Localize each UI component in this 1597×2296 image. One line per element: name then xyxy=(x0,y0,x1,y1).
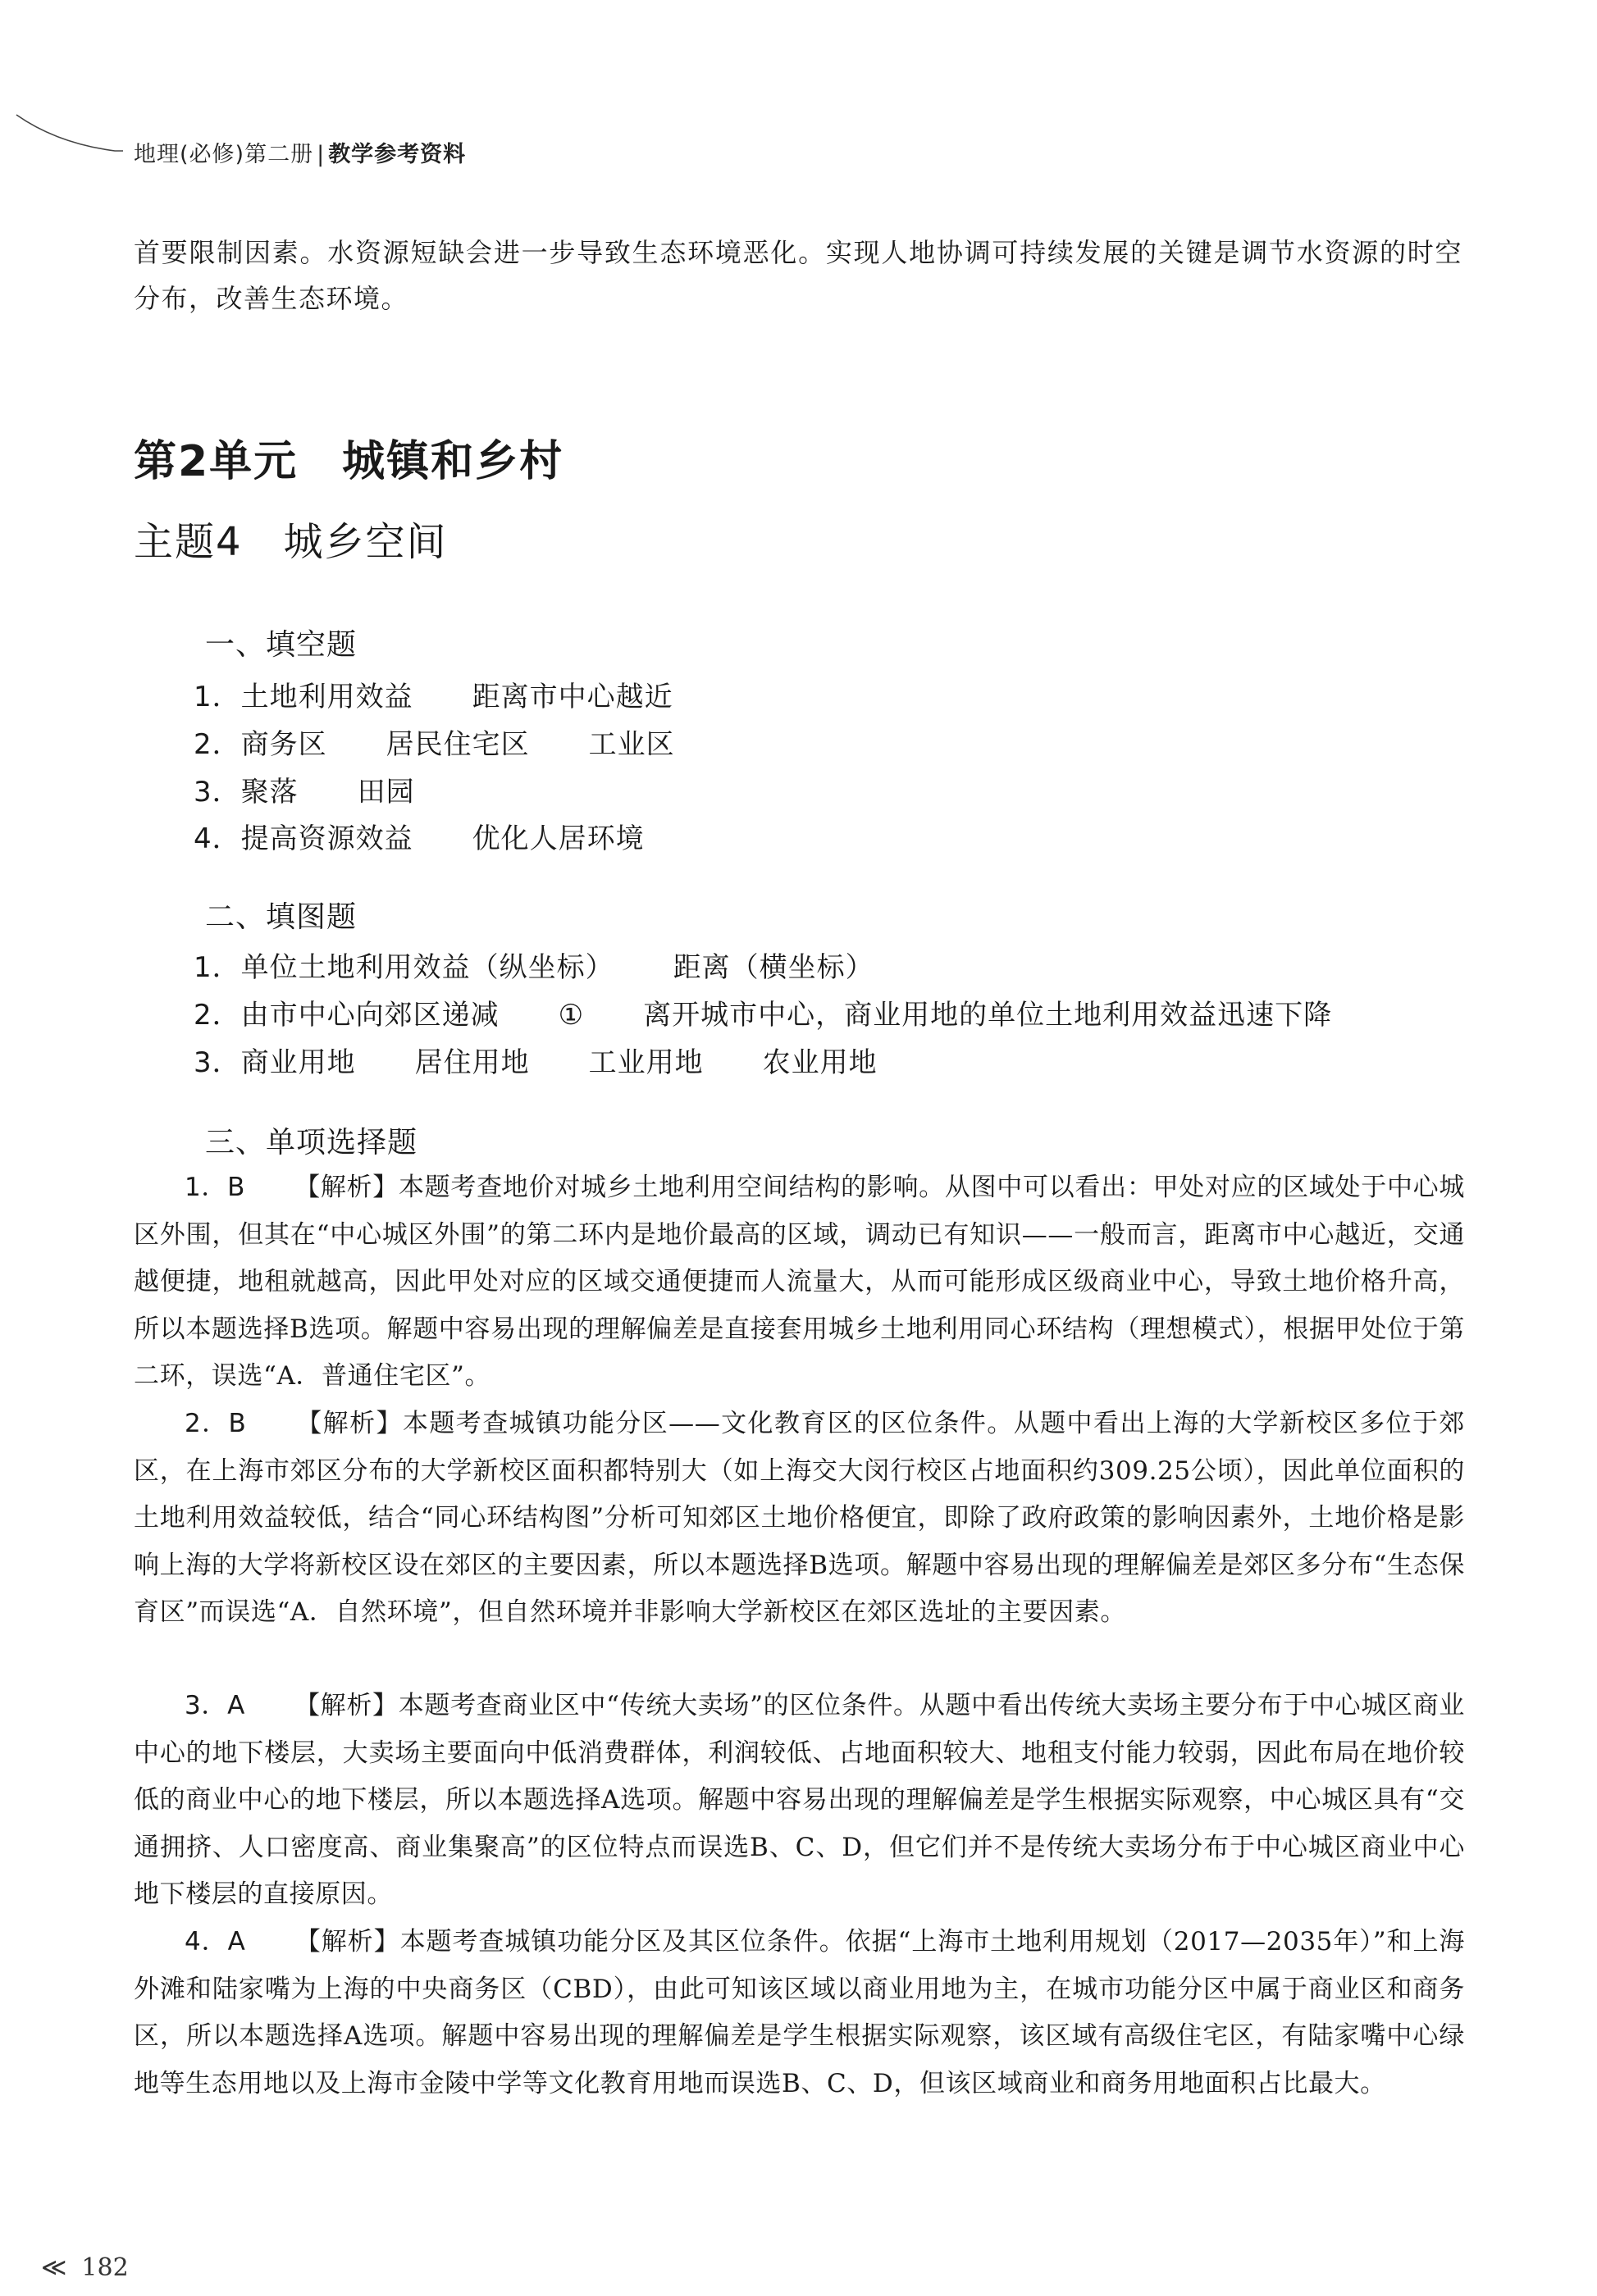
answer: 提高资源效益 xyxy=(240,822,413,855)
explanation-item xyxy=(134,1683,1465,1919)
answer: 商业用地 xyxy=(240,1046,356,1079)
answer: 单位土地利用效益（纵坐标） xyxy=(240,951,614,984)
answer: 聚落 xyxy=(240,776,299,809)
answer: 离开城市中心，商业用地的单位土地利用效益迅速下降 xyxy=(643,999,1333,1032)
analysis-text: 本题考查地价对城乡土地利用空间结构的影响。从图中可以看出：甲处对应的区域处于中心城区外围，但其在“中心城区外围”的第二环内是地价最高的区域，调动已有知识——一般而言，距离市中心越近，交通越便捷，地租就越高，因此甲处对应的区域交通便捷而人流量大，从而可能形成区级商业中心，导致土地价格升高，所以本题选择B选项。解题中容易出现的理解偏差是直接套用城乡土地利用同心环结构（理想模式），根据甲处位于第二环，误选“A．普通住宅区”。 xyxy=(134,1173,1465,1391)
answer-line xyxy=(194,1040,878,1080)
section-heading-single-choice: 三、单项选择题 xyxy=(205,1126,418,1159)
explanation-item xyxy=(134,1164,1465,1401)
answer: 商务区 xyxy=(240,728,327,761)
answer-line xyxy=(194,722,675,762)
answer: 优化人居环境 xyxy=(472,822,645,855)
item-number: 3． xyxy=(194,776,241,809)
section-label: 教学参考资料 xyxy=(328,142,467,167)
item-number: 1． xyxy=(194,951,241,984)
page-number: 182 xyxy=(81,2253,129,2282)
item-number: 3． xyxy=(194,1046,241,1079)
answer: 土地利用效益 xyxy=(240,681,413,713)
answer-line xyxy=(194,674,673,714)
book-title: 地理(必修)第二册 xyxy=(134,142,314,167)
answer: 由市中心向郊区递减 xyxy=(240,999,500,1032)
running-head: 地理(必修)第二册 | 教学参考资料 xyxy=(134,142,467,167)
section-heading-fill-blank: 一、填空题 xyxy=(205,628,358,662)
double-chevron-left-icon: ≪ xyxy=(41,2253,67,2282)
answer-line xyxy=(194,816,645,856)
answer-line xyxy=(194,992,1332,1032)
header-decorative-curve xyxy=(0,82,139,164)
answer-line xyxy=(194,769,415,809)
analysis-tag: 【解析】 xyxy=(295,1409,403,1438)
question-answer: 1．B xyxy=(185,1173,246,1202)
answer: 距离（横坐标） xyxy=(673,951,874,984)
answer: 距离市中心越近 xyxy=(472,681,673,713)
analysis-tag: 【解析】 xyxy=(294,1927,400,1957)
answer: ① xyxy=(558,999,585,1032)
intro-paragraph: 首要限制因素。水资源短缺会进一步导致生态环境恶化。实现人地协调可持续发展的关键是调节水资源的时空分布，改善生态环境。 xyxy=(134,237,1462,314)
section-heading-fill-diagram: 二、填图题 xyxy=(205,900,358,934)
analysis-tag: 【解析】 xyxy=(294,1691,399,1720)
answer: 田园 xyxy=(357,776,415,809)
unit-title: 第2单元 城镇和乡村 xyxy=(134,437,564,486)
answer-line xyxy=(194,945,874,985)
item-number: 1． xyxy=(194,681,241,713)
answer: 居住用地 xyxy=(414,1046,530,1079)
topic-title: 主题4 城乡空间 xyxy=(134,519,448,565)
page-footer xyxy=(41,2253,129,2282)
item-number: 4． xyxy=(194,822,241,855)
analysis-text: 本题考查商业区中“传统大卖场”的区位条件。从题中看出传统大卖场主要分布于中心城区商业中心的地下楼层，大卖场主要面向中低消费群体，利润较低、占地面积较大、地租支付能力较弱，因此布局在地价较低的商业中心的地下楼层，所以本题选择A选项。解题中容易出现的理解偏差是学生根据实际观察，中心城区具有“交通拥挤、人口密度高、商业集聚高”的区位特点而误选B、C、D，但它们并不是传统大卖场分布于中心城区商业中心地下楼层的直接原因。 xyxy=(134,1691,1465,1909)
explanation-item xyxy=(134,1919,1465,2107)
question-answer: 2．B xyxy=(185,1409,247,1438)
analysis-text: 本题考查城镇功能分区及其区位条件。依据“上海市土地利用规划（2017—2035年）”和上海外滩和陆家嘴为上海的中央商务区（CBD），由此可知该区域以商业用地为主，在城市功能分区中属于商业区和商务区，所以本题选择A选项。解题中容易出现的理解偏差是学生根据实际观察，该区域有高级住宅区，有陆家嘴中心绿地等生态用地以及上海市金陵中学等文化教育用地而误选B、C、D，但该区域商业和商务用地面积占比最大。 xyxy=(134,1927,1465,2098)
item-number: 2． xyxy=(194,728,241,761)
answer: 工业区 xyxy=(588,728,675,761)
answer: 农业用地 xyxy=(762,1046,878,1079)
item-number: 2． xyxy=(194,999,241,1032)
explanation-item xyxy=(134,1401,1465,1637)
answer: 工业用地 xyxy=(588,1046,704,1079)
question-answer: 3．A xyxy=(185,1691,245,1720)
question-answer: 4．A xyxy=(185,1927,246,1957)
answer: 居民住宅区 xyxy=(386,728,530,761)
analysis-text: 本题考查城镇功能分区——文化教育区的区位条件。从题中看出上海的大学新校区多位于郊区，在上海市郊区分布的大学新校区面积都特别大（如上海交大闵行校区占地面积约309.25公顷），因此单位面积的土地利用效益较低，结合“同心环结构图”分析可知郊区土地价格便宜，即除了政府政策的影响因素外，土地价格是影响上海的大学将新校区设在郊区的主要因素，所以本题选择B选项。解题中容易出现的理解偏差是郊区多分布“生态保育区”而误选“A．自然环境”，但自然环境并非影响大学新校区在郊区选址的主要因素。 xyxy=(134,1409,1466,1627)
analysis-tag: 【解析】 xyxy=(294,1173,399,1202)
